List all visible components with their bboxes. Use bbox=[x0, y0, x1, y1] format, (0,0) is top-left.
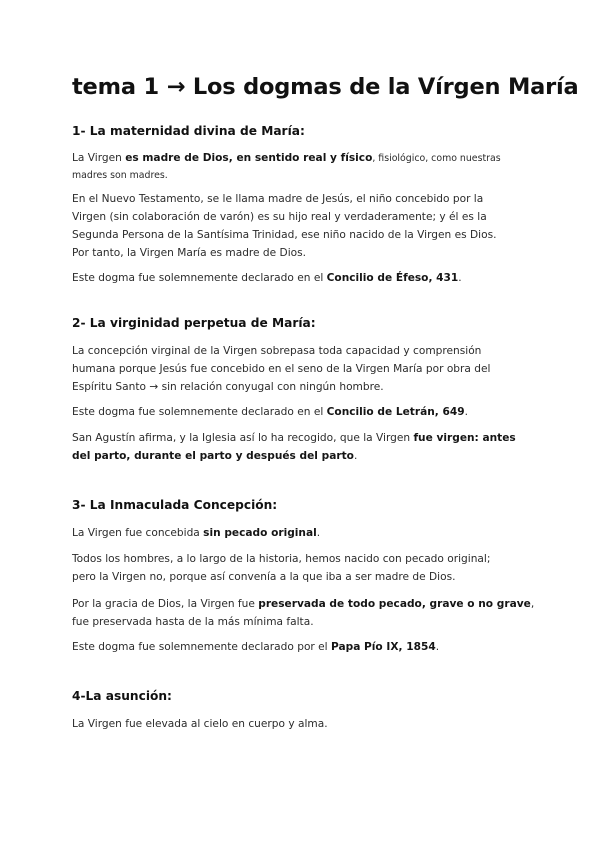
section-2-paragraph-3 bbox=[72, 429, 532, 465]
s1p1-text-c: , fisiológico, como nuestras bbox=[372, 153, 501, 164]
s3p4-text-a: Este dogma fue solemnemente declarado por el bbox=[72, 641, 331, 653]
s1p1-text-a: La Virgen bbox=[72, 152, 126, 164]
section-2-heading: 2- La virginidad perpetua de María: bbox=[72, 316, 316, 330]
s1p2-line-3: Segunda Persona de la Santísima Trinidad, ese niño nacido de la Virgen es Dios. bbox=[72, 229, 497, 241]
section-1-paragraph-1 bbox=[72, 149, 532, 183]
s1p1-text-d: madres son madres. bbox=[72, 170, 168, 181]
s2p1-line-2: humana porque Jesús fue concebido en el seno de la Virgen María por obra del bbox=[72, 363, 491, 375]
s1p1-bold: es madre de Dios, en sentido real y físico bbox=[125, 152, 373, 164]
s1p3-bold: Concilio de Éfeso, 431 bbox=[326, 272, 459, 284]
s2p3-bold-1: fue virgen: antes bbox=[413, 432, 516, 444]
document-title: tema 1 → Los dogmas de la Vírgen María bbox=[72, 74, 579, 100]
section-4-paragraph-1: La Virgen fue elevada al cielo en cuerpo y alma. bbox=[72, 718, 328, 730]
s1p2-line-2: Virgen (sin colaboración de varón) es su hijo real y verdaderamente; y él es la bbox=[72, 211, 487, 223]
s1p3-text-c: . bbox=[458, 272, 462, 284]
s2p2-text-a: Este dogma fue solemnemente declarado en el bbox=[72, 406, 327, 418]
s2p3-text-a: San Agustín afirma, y la Iglesia así lo ha recogido, que la Virgen bbox=[72, 432, 414, 444]
s3p3-text-d: fue preservada hasta de la más mínima falta. bbox=[72, 616, 314, 628]
s1p2-line-1: En el Nuevo Testamento, se le llama madre de Jesús, el niño concebido por la bbox=[72, 193, 484, 205]
section-3-heading: 3- La Inmaculada Concepción: bbox=[72, 498, 278, 512]
section-2-paragraph-2 bbox=[72, 403, 532, 421]
s3p4-text-c: . bbox=[435, 641, 440, 653]
s2p2-text-c: . bbox=[464, 406, 468, 418]
s3p3-bold: preservada de todo pecado, grave o no grave bbox=[258, 598, 531, 610]
s3p4-bold: Papa Pío IX, 1854 bbox=[330, 641, 436, 653]
section-3-paragraph-3 bbox=[72, 595, 535, 631]
s3p3-text-c: , bbox=[530, 598, 535, 610]
section-2-paragraph-1 bbox=[72, 342, 532, 396]
s3p1-text-a: La Virgen fue concebida bbox=[72, 527, 204, 539]
s1p2-line-4: Por tanto, la Virgen María es madre de Dios. bbox=[72, 247, 307, 259]
s2p2-bold: Concilio de Letrán, 649 bbox=[326, 406, 465, 418]
section-1-heading: 1- La maternidad divina de María: bbox=[72, 124, 305, 138]
s1p3-text-a: Este dogma fue solemnemente declarado en el bbox=[72, 272, 327, 284]
s3p1-bold: sin pecado original bbox=[203, 527, 317, 539]
section-3-paragraph-1 bbox=[72, 524, 532, 542]
section-3-paragraph-4 bbox=[72, 638, 532, 656]
section-4-heading: 4-La asunción: bbox=[72, 689, 172, 703]
s3p2-line-1: Todos los hombres, a lo largo de la historia, hemos nacido con pecado original; bbox=[72, 553, 491, 565]
section-3-paragraph-2 bbox=[72, 550, 532, 586]
s2p1-line-3: Espíritu Santo → sin relación conyugal con ningún hombre. bbox=[72, 381, 384, 393]
s2p3-bold-2: del parto, durante el parto y después del parto bbox=[72, 450, 354, 462]
s2p1-line-1: La concepción virginal de la Virgen sobrepasa toda capacidad y comprensión bbox=[72, 345, 482, 357]
section-1-paragraph-2 bbox=[72, 190, 532, 262]
section-1-paragraph-3 bbox=[72, 269, 532, 287]
s2p3-text-d: . bbox=[353, 450, 358, 462]
s3p3-text-a: Por la gracia de Dios, la Virgen fue bbox=[72, 598, 259, 610]
s3p2-line-2: pero la Virgen no, porque así convenía a la que iba a ser madre de Dios. bbox=[72, 571, 456, 583]
s3p1-text-c: . bbox=[316, 527, 321, 539]
